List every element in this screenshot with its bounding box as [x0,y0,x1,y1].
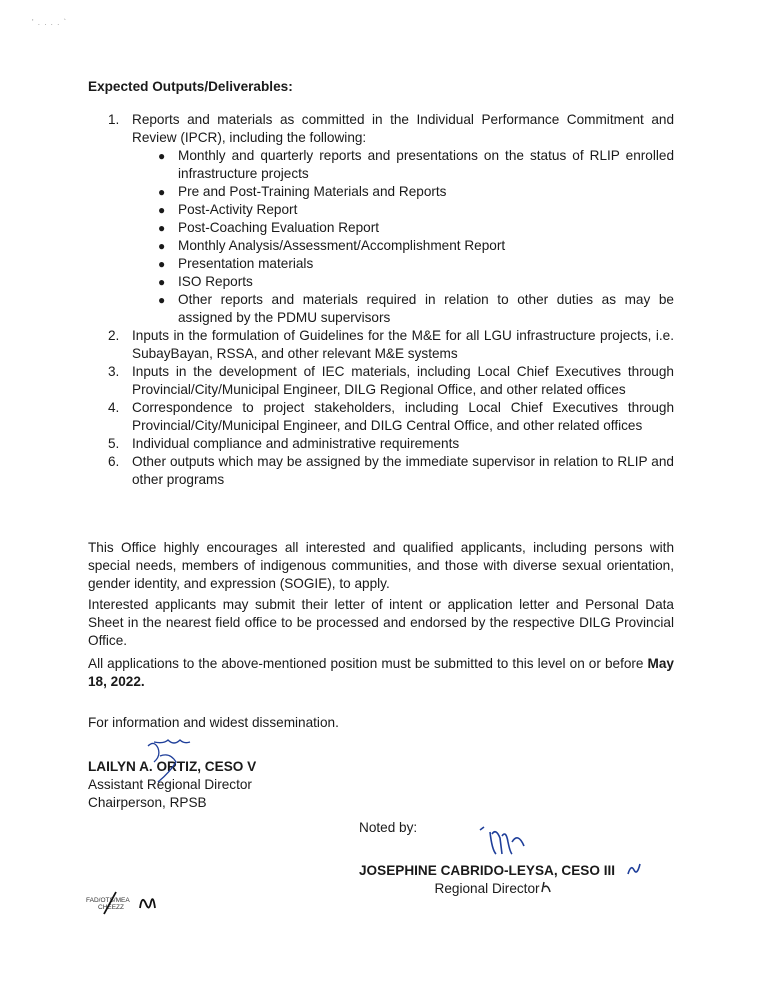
output-text: Inputs in the development of IEC materials, including Local Chief Executives through Provincial/City/Municipal Engineer, DILG Regional Office, and other related offices [132,364,674,397]
signatory-name: JOSEPHINE CABRIDO-LEYSA, CESO III [359,863,616,878]
bullet-icon: ● [158,185,166,199]
output-number: 5. [108,436,120,451]
output-text: Reports and materials as committed in the Individual Performance Commitment and Review (IPCR), including the following: [132,112,674,145]
output-text: Other outputs which may be assigned by the immediate supervisor in relation to RLIP and other programs [132,454,674,487]
sublist-item-text: Presentation materials [178,256,314,271]
initial-mark-icon [626,862,642,876]
signatory-title: Assistant Regional Director [88,777,252,792]
bullet-icon: ● [158,239,166,253]
bullet-icon: ● [158,203,166,217]
sublist-item-text: Post-Activity Report [178,202,298,217]
outputs-list [108,111,674,489]
signature-2-image [478,822,530,862]
sublist-item-text: Other reports and materials required in relation to other duties as may be assigned by the PDMU supervisors [178,292,674,325]
section-heading: Expected Outputs/Deliverables: [88,79,293,94]
output-item-6 [108,453,674,489]
sublist-item [158,183,674,201]
output-number: 6. [108,454,120,469]
noted-by-label: Noted by: [359,820,418,835]
output-number: 2. [108,328,120,343]
output-number: 1. [108,112,120,127]
sublist-item-text: ISO Reports [178,274,253,289]
output-number: 4. [108,400,120,415]
signatory-role: Chairperson, RPSB [88,795,207,810]
initials-block [86,897,130,911]
sublist-item-text: Post-Coaching Evaluation Report [178,220,379,235]
initials-line: CHEEZZ [98,904,124,911]
output-text: Inputs in the formulation of Guidelines for the M&E for all LGU infrastructure projects, i.e. SubayBayan, RSSA, and other relevant M&E systems [132,328,674,361]
deadline-text: All applications to the above-mentioned position must be submitted to this level on or before [88,656,648,671]
bullet-icon: ● [158,275,166,289]
sublist-item [158,291,674,327]
output-number: 3. [108,364,120,379]
bullet-icon: ● [158,149,166,163]
output-item-1 [108,111,674,327]
sublist-item-text: Monthly and quarterly reports and presentations on the status of RLIP enrolled infrastructure projects [178,148,674,181]
output-item-4 [108,399,674,435]
deadline-paragraph [88,655,674,691]
output-item-2 [108,327,674,363]
sublist-item [158,237,674,255]
submission-paragraph: Interested applicants may submit their letter of intent or application letter and Personal Data Sheet in the nearest field office to be processed and endorsed by the respective DILG Provincial Office. [88,597,674,648]
output-item-5 [108,435,674,453]
dissemination-paragraph: For information and widest dissemination. [88,715,339,730]
sublist-item [158,255,674,273]
sublist-item [158,219,674,237]
signatory-block-1 [88,758,256,812]
signatory-title: Regional Director [434,881,540,896]
sublist-item-text: Monthly Analysis/Assessment/Accomplishment Report [178,238,506,253]
output-text: Correspondence to project stakeholders, including Local Chief Executives through Provincial/City/Municipal Engineer, and DILG Central Office, and other related offices [132,400,674,433]
scan-artifact-mark: ' . . . . ` [32,18,68,27]
encouragement-paragraph: This Office highly encourages all interested and qualified applicants, including persons with special needs, members of indigenous communities, and those with diverse sexual orientation, gender identity, and expression (SOGIE), to apply. [88,540,674,591]
output-text: Individual compliance and administrative requirements [132,436,460,451]
bullet-icon: ● [158,221,166,235]
sublist-item-text: Pre and Post-Training Materials and Reports [178,184,447,199]
deadline-date: May 18, 2022. [88,656,674,689]
output-item-3 [108,363,674,399]
sublist-item [158,273,674,291]
sublist-item [158,147,674,183]
initials-line: FAD/OTS/MEA [86,897,130,904]
bullet-icon: ● [158,293,166,307]
signatory-block-2 [359,862,615,898]
sublist-item [158,201,674,219]
output-sublist [132,147,674,327]
signatory-name: LAILYN A. ORTIZ, CESO V [88,759,257,774]
bullet-icon: ● [158,257,166,271]
